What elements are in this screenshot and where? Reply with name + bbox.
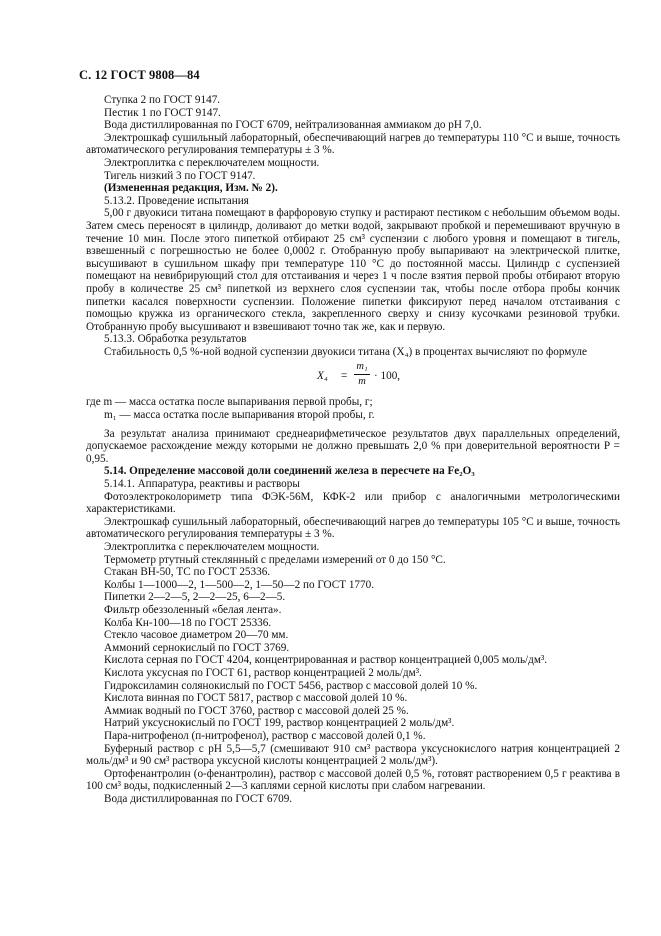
formula	[86, 358, 620, 396]
page-header: С. 12 ГОСТ 9808—84	[79, 68, 200, 82]
text-line: Гидроксиламин солянокислый по ГОСТ 5456, раствор с массовой долей 10 %.	[104, 679, 478, 692]
text-line: Электроплитка с переключателем мощности.	[104, 541, 320, 553]
text-line: Колбы 1—1000—2, 1—500—2, 1—50—2 по ГОСТ 1770.	[104, 578, 375, 591]
text-paragraph: За результат анализа принимают среднеарифметическое результатов двух параллельных определений, допускаемое расхождение между которыми не должно превышать 2,0 % при доверительной вероятности P = 0,95.	[86, 427, 620, 465]
procedure-paragraph: 5,00 г двуокиси титана помещают в фарфоровую ступку и растирают пестиком с небольшим объемом воды. Затем смесь переносят в цилиндр, доливают до метки водой, закрывают пробкой и перемешивают вручную в течение 10 мин. После этого пипеткой отбирают 25 см³ суспензии с любого уровня и помещают в тигель, взвешенный с погрешностью не более 0,0002 г. Отобранную пробу выпаривают на электрической плитке, высушивают в сушильном шкафу при температуре 110 °С до постоянной массы. Цилиндр с суспензией помещают на невибрирующий стол для отстаивания и через 1 ч после взятия первой пробы отбирают вторую пробу в количестве 25 см³ пипеткой из верхнего слоя суспензии так, чтобы после отбора пробы кончик пипетки касался поверхности суспензии. Положение пипетки фиксируют перед началом отстаивания с помощью кружка из органического стекла, закрепленного сверху и снизу кусочками резиновой трубки. Отобранную пробу высушивают и взвешивают точно так же, как и первую.	[86, 207, 620, 333]
amendment-note: (Измененная редакция, Изм. № 2).	[104, 182, 278, 195]
text-line: Тигель низкий 3 по ГОСТ 9147.	[104, 169, 256, 182]
text-line: Кислота серная по ГОСТ 4204, концентрированная и раствор концентрацией 0,005 моль/дм³.	[104, 654, 548, 667]
text-paragraph: Вода дистиллированная по ГОСТ 6709.	[104, 792, 293, 805]
section-heading: 5.14.1. Аппаратура, реактивы и растворы	[104, 478, 300, 491]
text-line: Ступка 2 по ГОСТ 9147.	[104, 94, 221, 106]
text-paragraph: Фотоэлектроколориметр типа ФЭК-56М, КФК-2 или прибор с аналогичными метрологическими характеристиками.	[86, 490, 620, 516]
formula-denominator: m	[354, 374, 370, 389]
text-line: Пипетки 2—2—5, 2—2—25, 6—2—5.	[104, 591, 286, 604]
formula-multiplier: · 100,	[374, 370, 401, 383]
text-line: Кислота уксусная по ГОСТ 61, раствор концентрацией 2 моль/дм³.	[104, 666, 422, 679]
text-line: Фильтр обеззоленный «белая лента».	[104, 603, 282, 616]
text-line: Кислота винная по ГОСТ 5817, раствор с массовой долей 10 %.	[104, 692, 408, 705]
section-heading: 5.13.2. Проведение испытания	[104, 194, 249, 207]
text-line: Электроплитка с переключателем мощности.	[104, 156, 320, 169]
text-line: Аммоний сернокислый по ГОСТ 3769.	[104, 641, 290, 654]
text-line: Натрий уксуснокислый по ГОСТ 199, раствор концентрацией 2 моль/дм³.	[104, 717, 455, 730]
formula-fraction	[354, 360, 370, 389]
section-title: 5.14. Определение массовой доли соединений железа в пересчете на Fe₂O₃	[104, 465, 475, 478]
formula-numerator: m₁	[356, 361, 368, 373]
variable-definition: m₁ — масса остатка после выпаривания второй пробы, г.	[104, 409, 375, 422]
formula-equals: =	[341, 370, 348, 383]
variable-definition: где m — масса остатка после выпаривания первой пробы, г;	[86, 396, 373, 409]
text-line: Вода дистиллированная по ГОСТ 6709, нейтрализованная аммиаком до рН 7,0.	[104, 119, 482, 132]
text-line: Пара-нитрофенол (п-нитрофенол), раствор с массовой долей 0,1 %.	[104, 729, 426, 742]
text-line: Термометр ртутный стеклянный с пределами измерений от 0 до 150 °С.	[104, 553, 446, 566]
text-paragraph: Электрошкаф сушильный лабораторный, обеспечивающий нагрев до температуры 105 °С и выше, точность автоматического регулирования температуры ± 3 %.	[86, 515, 620, 541]
text-line: Аммиак водный по ГОСТ 3760, раствор с массовой долей 25 %.	[104, 704, 409, 717]
text-paragraph: Электрошкаф сушильный лабораторный, обеспечивающий нагрев до температуры 110 °С и выше, точность автоматического регулирования температуры ± 3 %.	[86, 131, 620, 157]
formula-lhs: X₄	[317, 370, 328, 383]
text-line: Колба Кн-100—18 по ГОСТ 25336.	[104, 616, 272, 629]
text-line: Буферный раствор с рН 5,5—5,7 (смешивают 910 см³ раствора уксуснокислого натрия концентрацией 2 моль/дм³ и 90 см³ раствора уксусной кислоты концентрацией 2 моль/дм³).	[86, 742, 620, 768]
text-paragraph: Стабильность 0,5 %-ной водной суспензии двуокиси титана (X₄) в процентах вычисляют по формуле	[104, 345, 587, 358]
text-line: Стакан ВН-50, ТС по ГОСТ 25336.	[104, 566, 271, 579]
text-paragraph: Ортофенантролин (о-фенантролин), раствор с массовой долей 0,5 %, готовят растворением 0,5 г реактива в 100 см³ воды, подкисленный 2—3 каплями серной кислоты при слабом нагревании.	[86, 767, 620, 793]
text-line: Пестик 1 по ГОСТ 9147.	[104, 106, 221, 119]
section-heading: 5.13.3. Обработка результатов	[104, 333, 247, 346]
document-body	[86, 94, 620, 805]
text-line: Стекло часовое диаметром 20—70 мм.	[104, 629, 289, 642]
